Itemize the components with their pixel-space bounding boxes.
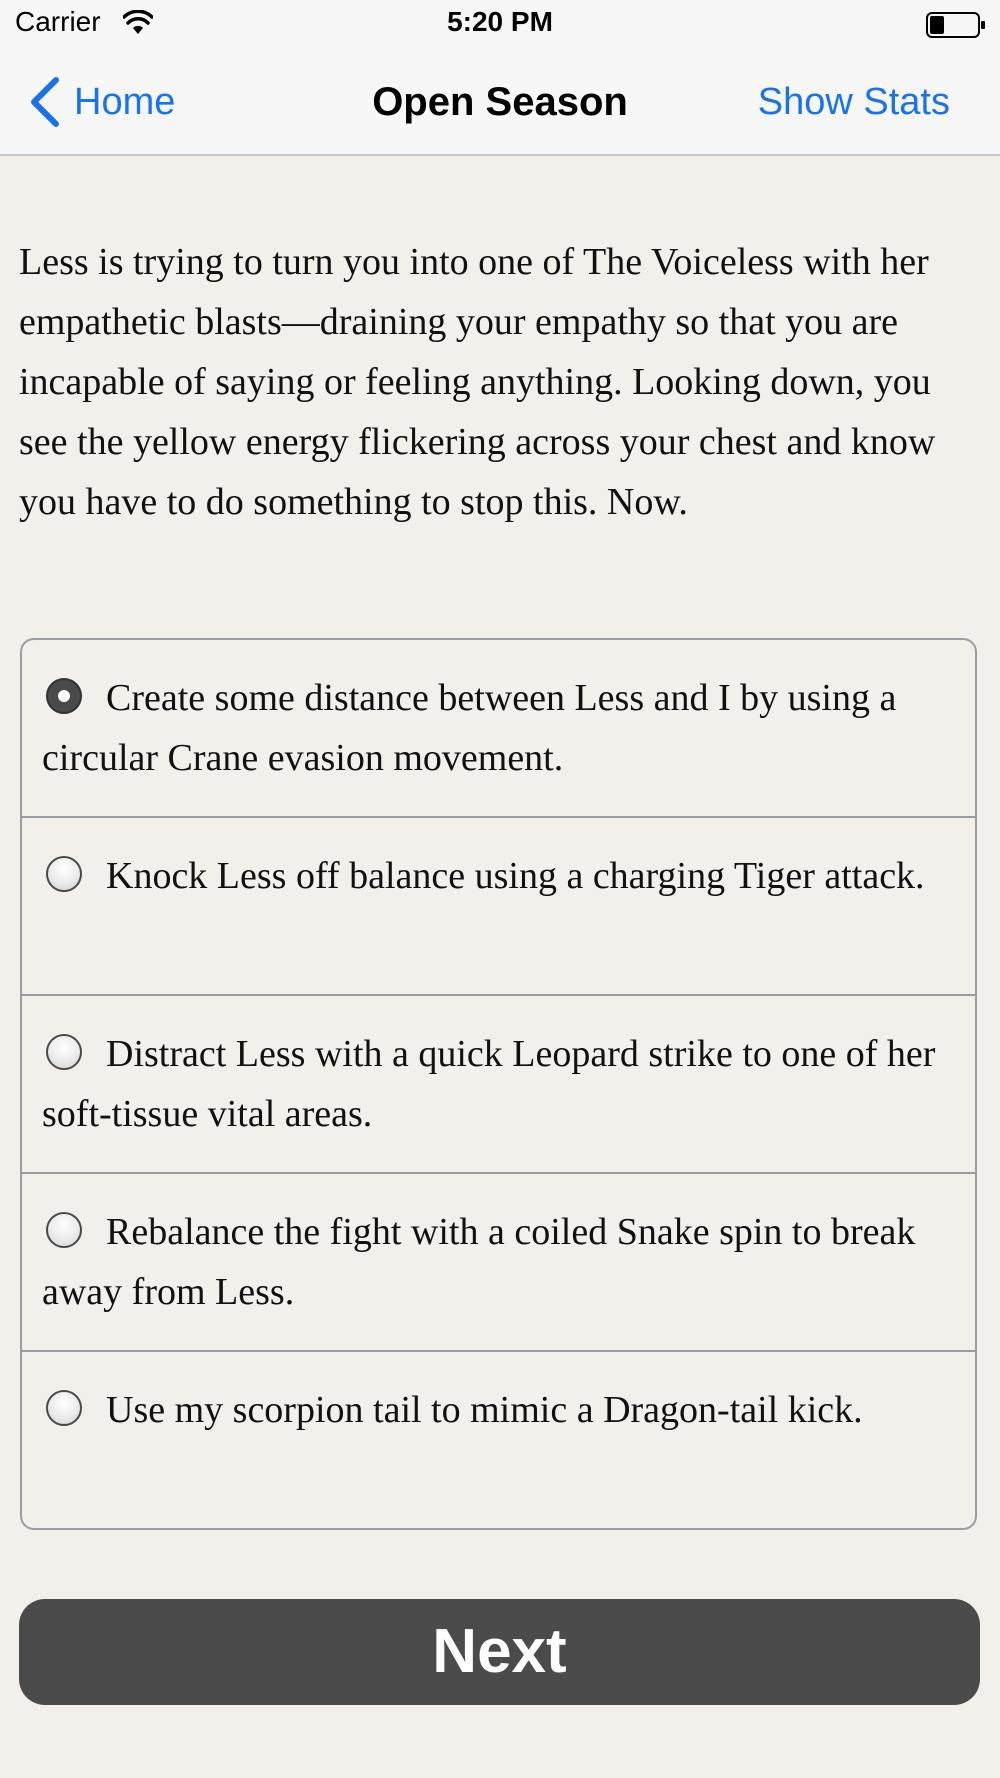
choice-label: Rebalance the fight with a coiled Snake spin to break away from Less.	[42, 1211, 916, 1313]
choice-label: Create some distance between Less and I by using a circular Crane evasion movement.	[42, 677, 897, 779]
status-time: 5:20 PM	[447, 6, 553, 37]
chevron-left-icon	[28, 76, 62, 128]
story-text: Less is trying to turn you into one of The Voiceless with her empathetic blasts—draining your empathy so that you are incapable of saying or feeling anything. Looking down, you see the yellow energy flickering across your chest and know you have to do something to stop this. Now.	[19, 241, 936, 523]
choice-label: Use my scorpion tail to mimic a Dragon-tail kick.	[106, 1389, 863, 1431]
next-button[interactable]: Next	[19, 1599, 980, 1705]
back-button[interactable]	[28, 76, 175, 128]
choice-option-2[interactable]	[22, 818, 975, 996]
status-bar	[0, 0, 1000, 50]
page-title: Open Season	[372, 80, 628, 124]
choice-option-1[interactable]	[22, 640, 975, 818]
choice-label: Distract Less with a quick Leopard strike to one of her soft-tissue vital areas.	[42, 1033, 936, 1135]
carrier-label: Carrier	[15, 6, 101, 37]
navigation-bar	[0, 50, 1000, 156]
choice-list	[20, 638, 977, 1530]
back-button-label: Home	[74, 80, 176, 123]
choice-option-5[interactable]	[22, 1352, 975, 1530]
battery-icon	[926, 12, 986, 38]
show-stats-button[interactable]: Show Stats	[757, 81, 950, 123]
choice-label: Knock Less off balance using a charging Tiger attack.	[106, 855, 925, 897]
choice-option-4[interactable]	[22, 1174, 975, 1352]
choice-option-3[interactable]	[22, 996, 975, 1174]
